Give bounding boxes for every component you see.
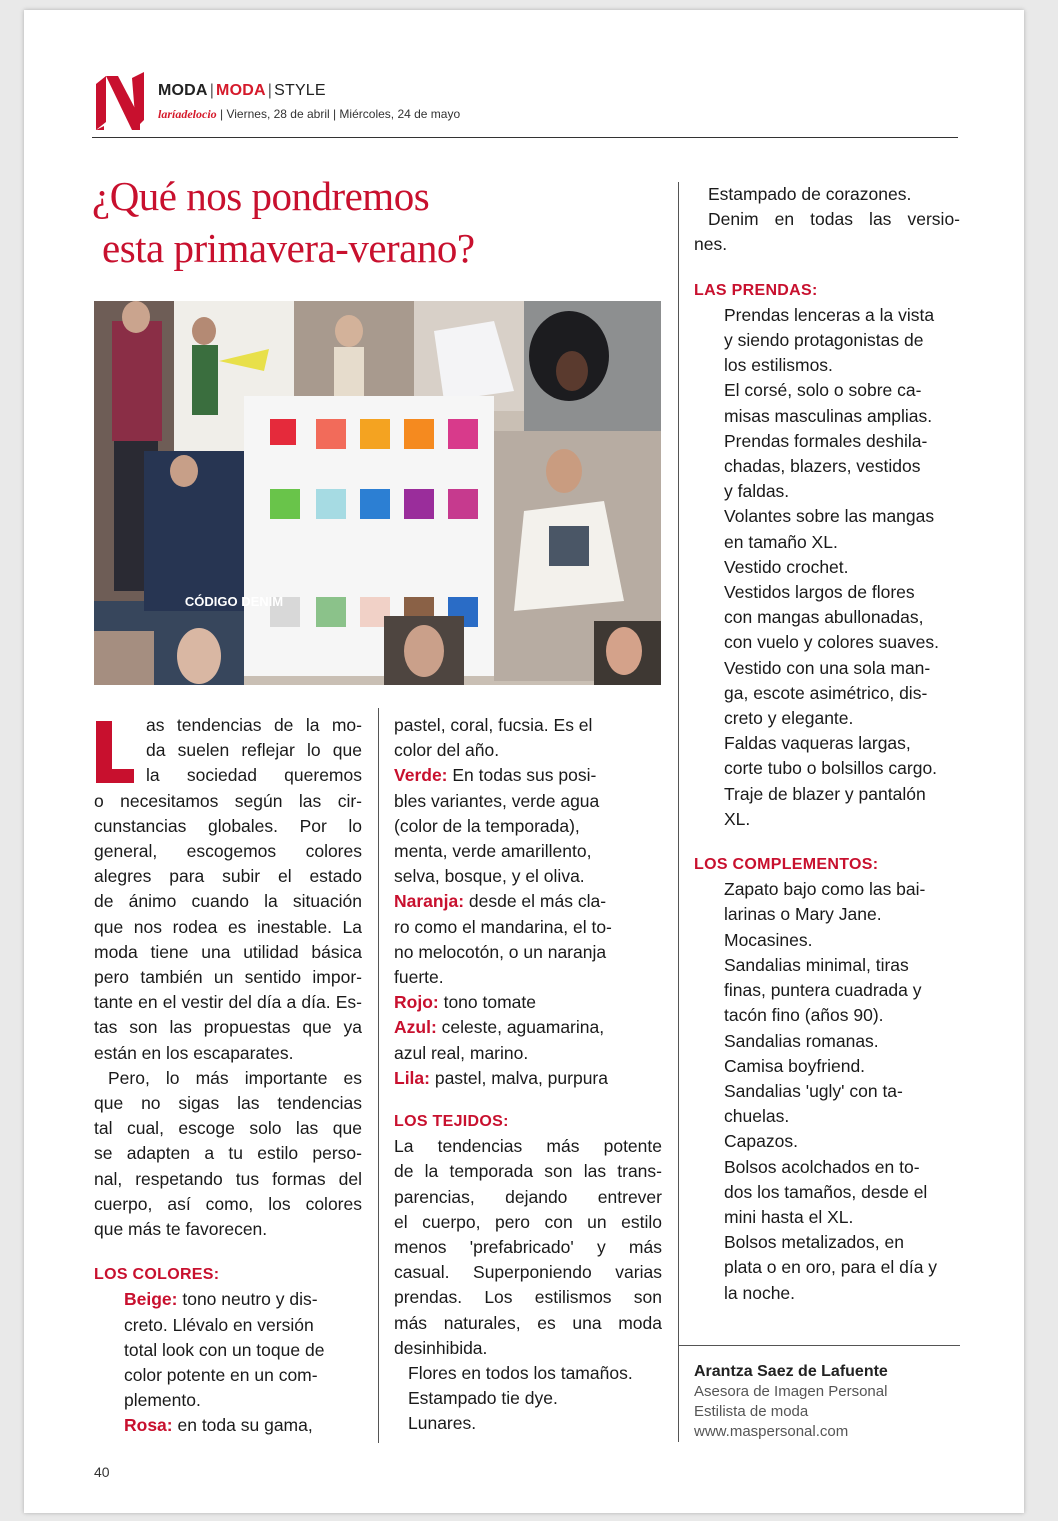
azul-label: Azul:	[394, 1017, 437, 1038]
column-divider-2	[678, 182, 679, 1442]
magazine-logo-icon	[92, 72, 150, 134]
author-role: Asesora de Imagen Personal	[694, 1383, 888, 1400]
author-name: Arantza Saez de Lafuente	[694, 1363, 888, 1380]
article-column-2: pastel, coral, fucsia. Es el color del año. Verde: En todas sus posi- bles variantes, verde agua (color de la temporada), menta, verde amarillento, selva, bosque, y el oliva. Naranja: desde el más cla- ro como el mandarina, el to- no melocotón, o un naranja fuerte. Rojo: tono tomate Azul: celeste, aguamarina, azul real, marino. Lila: pastel, malva, purpura LOS TEJIDOS: La tendencias más potente de la temporada son las trans- parencias, dejando entrever el cuerpo, pero con un estilo menos 'prefabricado' y más casual. Superponiendo varias prendas. Los estilismos son más naturales, es una moda desinhibida. Flores en todos los tamaños. Estampado tie dye. Lunares.	[394, 715, 662, 1434]
trend-collage-image	[94, 301, 661, 685]
author-box	[694, 1362, 960, 1442]
section-label: MODA | MODA | STYLE	[158, 82, 326, 99]
page-number: 40	[94, 1464, 110, 1480]
author-role-2: Estilista de moda	[694, 1403, 809, 1420]
column-divider	[378, 708, 379, 1443]
brand-name: laríadelocio	[158, 107, 217, 121]
magazine-page	[24, 10, 1024, 1513]
rojo-label: Rojo:	[394, 992, 439, 1013]
header-rule	[92, 137, 958, 138]
author-divider	[678, 1345, 960, 1346]
issue-dates: laríadelocio | Viernes, 28 de abril | Miércoles, 24 de mayo	[158, 107, 461, 121]
verde-label: Verde:	[394, 765, 448, 786]
colors-heading: LOS COLORES:	[94, 1266, 220, 1284]
accessories-heading: LOS COMPLEMENTOS:	[694, 856, 879, 874]
naranja-label: Naranja:	[394, 891, 465, 912]
image-caption: CÓDIGO DENIM	[184, 594, 284, 609]
article-column-1: L as tendencias de la mo- da suelen reflejar lo que la sociedad queremos o necesitamos según las cir- cunstancias globales. Por lo general, escogemos colores alegres para subir el estado de ánimo cuando la situación que nos rodea es inestable. La moda tiene una utilidad básica pero también un sentido impor- tante en el vestir del día a día. Es- tas son las propuestas que ya están en los escaparates. Pero, lo más importante es que no sigas las tendencias tal cual, escoge solo las que se adapten a tu estilo perso- nal, respetando tus formas del cuerpo, así como, los colores que más te favorecen. LOS COLORES: Beige: tono neutro y dis- creto. Llévalo en versión total look con un toque de color potente en un com- plemento. Rosa: en toda su gama,	[94, 715, 362, 1436]
fabrics-heading: LOS TEJIDOS:	[394, 1113, 509, 1131]
garments-heading: LAS PRENDAS:	[694, 281, 818, 299]
lila-label: Lila:	[394, 1067, 430, 1088]
rosa-label: Rosa:	[124, 1415, 173, 1436]
beige-label: Beige:	[124, 1289, 178, 1310]
svg-text:L: L	[94, 721, 95, 722]
author-website[interactable]: www.maspersonal.com	[694, 1423, 849, 1440]
dropcap-letter	[94, 721, 136, 785]
article-title: ¿Qué nos pondremos esta primavera-verano?	[92, 173, 475, 271]
article-column-3: Estampado de corazones. Denim en todas las versio- nes. LAS PRENDAS: Prendas lenceras a la vista y siendo protagonistas de los estilismos. El corsé, solo o sobre ca- misas masculinas amplias. Prendas formales deshila- chadas, blazers, vestidos y faldas. Volantes sobre las mangas en tamaño XL. Vestido crochet. Vestidos largos de flores con mangas abullonadas, con vuelo y colores suaves. Vestido con una sola man- ga, escote asimétrico, dis- creto y elegante. Faldas vaqueras largas, corte tubo o bolsillos cargo. Traje de blazer y pantalón XL. LOS COMPLEMENTOS: Zapato bajo como las bai- larinas o Mary Jane. Mocasines. Sandalias minimal, tiras finas, puntera cuadrada y tacón fino (años 90). Sandalias romanas. Camisa boyfriend. Sandalias 'ugly' con ta- chuelas. Capazos. Bolsos acolchados en to- dos los tamaños, desde el mini hasta el XL. Bolsos metalizados, en plata o en oro, para el día y la noche.	[694, 184, 960, 1303]
